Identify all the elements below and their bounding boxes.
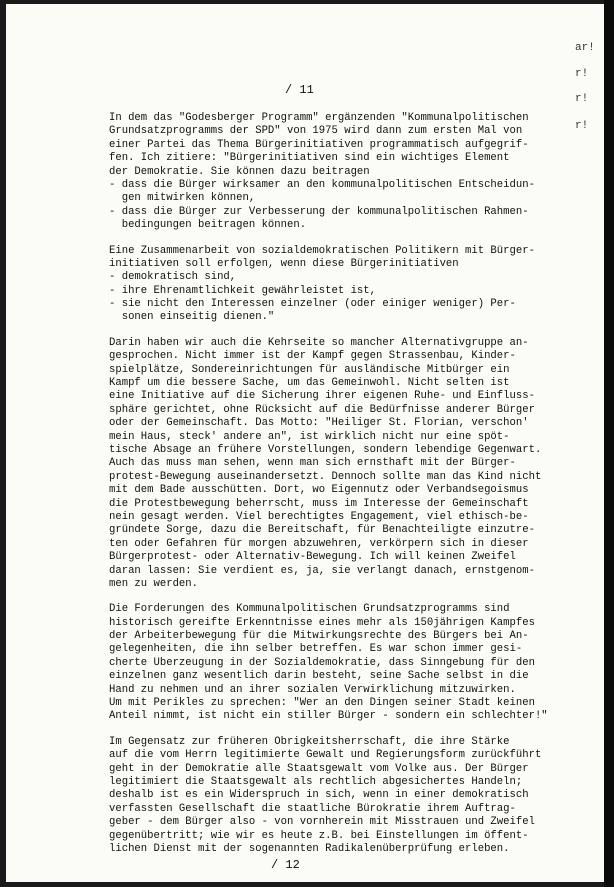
paragraph-1	[109, 112, 599, 233]
text-line: - ihre Ehrenamtlichkeit gewährleistet ist,	[109, 284, 377, 297]
margin-mark-1: ar!	[575, 42, 595, 54]
text-line: gründete Sorge, dazu die Bereitschaft, für Benachteiligte einzutre-	[109, 524, 535, 537]
text-line: spielplätze, Sondereinrichtungen für ausländische Mitbürger ein	[109, 363, 510, 376]
text-line: verfassten Gesellschaft die staatliche Bürokratie ihrem Auftrag-	[109, 802, 516, 815]
text-line: gelegenheiten, die ihn selber betreffen. Es war schon immer gesi-	[109, 643, 523, 656]
text-line: men zu werden.	[109, 577, 199, 590]
text-line: gen mitwirken können,	[109, 192, 256, 205]
text-line: ten oder Gefahren für morgen abzuwehren, verkörpern sich in dieser	[109, 537, 529, 550]
text-line: Im Gegensatz zur früheren Obrigkeitsherrschaft, die ihre Stärke	[109, 735, 510, 748]
text-line: geht in der Demokratie alle Staatsgewalt vom Volke aus. Der Bürger	[109, 762, 529, 775]
text-line: sphäre gerichtet, ohne Rücksicht auf die Bedürfnisse anderer Bürger	[109, 403, 535, 416]
text-line: eine Initiative auf die Sicherung ihrer eigenen Ruhe- und Einfluss-	[109, 390, 535, 403]
text-line: Bürgerprotest- oder Alternativ-Bewegung. Ich will keinen Zweifel	[109, 551, 516, 564]
paragraph-4	[109, 603, 599, 724]
text-line: - dass die Bürger wirksamer an den kommunalpolitischen Entscheidun-	[109, 178, 535, 191]
paragraph-2	[109, 245, 599, 325]
paragraph-3	[109, 337, 599, 591]
text-line: geber - dem Bürger also - von vornherein mit Misstrauen und Zweifel	[109, 816, 535, 829]
text-line: Die Forderungen des Kommunalpolitischen Grundsatzprogramms sind	[109, 603, 510, 616]
text-line: daran lassen: Sie verdient es, ja, sie verlangt danach, ernstgenom-	[109, 564, 535, 577]
page-number-bottom: / 12	[271, 858, 300, 872]
text-line: Kampf um die bessere Sache, um das Gemeinwohl. Nicht selten ist	[109, 377, 510, 390]
text-line: bedingungen beitragen können.	[109, 219, 307, 232]
text-line: gesprochen. Nicht immer ist der Kampf gegen Strassenbau, Kinder-	[109, 350, 516, 363]
text-line: deshalb ist es ein Widerspruch in sich, wenn in einer demokratisch	[109, 789, 529, 802]
text-line: - dass die Bürger zur Verbesserung der kommunalpolitischen Rahmen-	[109, 205, 529, 218]
margin-mark-2: r!	[575, 68, 589, 80]
document-body	[109, 112, 599, 868]
text-line: protest-Bewegung auseinandersetzt. Dennoch sollte man das Kind nicht	[109, 470, 542, 483]
text-line: Anteil nimmt, ist nicht ein stiller Bürger - sondern ein schlechter!"	[109, 710, 548, 723]
text-line: mit dem Bade ausschütten. Dort, wo Eigennutz oder Verbandsegoismus	[109, 484, 529, 497]
text-line: mein Haus, steck' andere an", ist wirklich nicht nur eine spöt-	[109, 430, 510, 443]
text-line: - sie nicht den Interessen einzelner (oder einiger weniger) Per-	[109, 298, 516, 311]
text-line: der Arbeiterbewegung für die Mitwirkungsrechte des Bürgers bei An-	[109, 630, 529, 643]
text-line: In dem das "Godesberger Programm" ergänzenden "Kommunalpolitischen	[109, 112, 529, 124]
text-line: initiativen soll erfolgen, wenn diese Bürgerinitiativen	[109, 257, 459, 270]
text-line: die Protestbewegung beherrscht, muss im Interesse der Gemeinschaft	[109, 497, 529, 510]
text-line: fen. Ich zitiere: "Bürgerinitiativen sind ein wichtiges Element	[109, 152, 510, 165]
text-line: Grundsatzprogramms der SPD" von 1975 wird dann zum ersten Mal von	[109, 125, 523, 138]
text-line: tische Absage an frühere Vorstellungen, sondern lebendige Gegenwart.	[109, 443, 542, 456]
text-line: cherte Überzeugung in der Sozialdemokratie, dass Sinngebung für den	[109, 656, 535, 669]
text-line: Hand zu nehmen und an ihrer sozialen Verwirklichung mitzuwirken.	[109, 683, 516, 696]
text-line: legitimiert die Staatsgewalt als rechtlich abgesichertes Handeln;	[109, 775, 523, 788]
margin-mark-4: r!	[575, 120, 589, 132]
text-line: Eine Zusammenarbeit von sozialdemokratischen Politikern mit Bürger-	[109, 244, 535, 257]
page-number-top: / 11	[285, 83, 314, 97]
text-line: gegenübertritt; wie wir es heute z.B. bei Einstellungen im öffent-	[109, 829, 529, 842]
text-line: historisch gereifte Erkenntnisse eines mehr als 150jährigen Kampfes	[109, 616, 535, 629]
text-line: Um mit Perikles zu sprechen: "Wer an den Dingen seiner Stadt keinen	[109, 697, 535, 710]
text-line: Auch das muss man sehen, wenn man sich ernsthaft mit der Bürger-	[109, 457, 516, 470]
text-line: sonen einseitig dienen."	[109, 311, 275, 324]
text-line: auf die vom Herrn legitimierte Gewalt und Regierungsform zurückführt	[109, 749, 542, 762]
text-line: einzelnen ganz wesentlich darin besteht, seine Sache selbst in die	[109, 670, 529, 683]
margin-mark-3: r!	[575, 93, 589, 105]
paragraph-5	[109, 736, 599, 857]
scan-edge	[604, 0, 614, 887]
text-line: lichen Dienst mit der sogenannten Radikalenüberprüfung erleben.	[109, 842, 510, 855]
text-line: einer Partei das Thema Bürgerinitiativen programmatisch aufgegrif-	[109, 138, 529, 151]
text-line: nein gesagt werden. Viel berechtigtes Engagement, viel ethisch-be-	[109, 510, 529, 523]
text-line: oder der Gemeinschaft. Das Motto: "Heiliger St. Florian, verschon'	[109, 417, 529, 430]
text-line: - demokratisch sind,	[109, 271, 237, 284]
text-line: der Demokratie. Sie können dazu beitragen	[109, 165, 370, 178]
text-line: Darin haben wir auch die Kehrseite so mancher Alternativgruppe an-	[109, 336, 529, 349]
